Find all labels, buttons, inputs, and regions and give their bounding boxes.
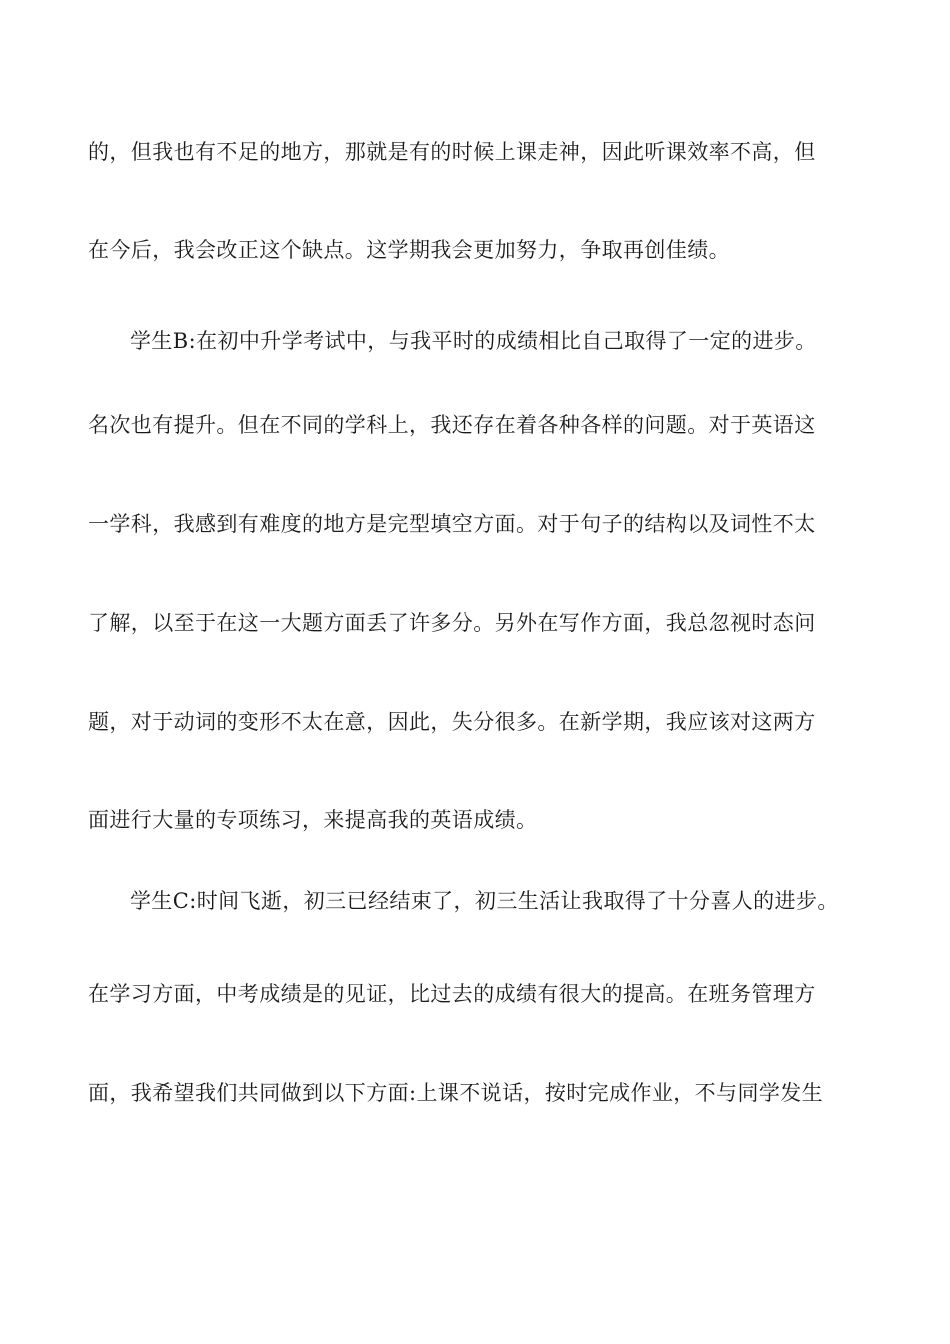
text-line: 题，对于动词的变形不太在意，因此，失分很多。在新学期，我应该对这两方 bbox=[88, 710, 816, 734]
text-line: 的，但我也有不足的地方，那就是有的时候上课走神，因此听课效率不高，但 bbox=[88, 140, 816, 164]
text-line: 面，我希望我们共同做到以下方面:上课不说话，按时完成作业，不与同学发生 bbox=[88, 1081, 824, 1105]
text-line: 了解，以至于在这一大题方面丢了许多分。另外在写作方面，我总忽视时态问 bbox=[88, 611, 816, 635]
paragraph-start-line: 学生B:在初中升学考试中，与我平时的成绩相比自己取得了一定的进步。 bbox=[130, 329, 817, 353]
text-line: 在今后，我会改正这个缺点。这学期我会更加努力，争取再创佳绩。 bbox=[88, 238, 730, 262]
text-line: 面进行大量的专项练习，来提高我的英语成绩。 bbox=[88, 808, 538, 832]
text-line: 在学习方面，中考成绩是的见证，比过去的成绩有很大的提高。在班务管理方 bbox=[88, 982, 816, 1006]
text-line: 一学科，我感到有难度的地方是完型填空方面。对于句子的结构以及词性不太 bbox=[88, 512, 816, 536]
text-line: 名次也有提升。但在不同的学科上，我还存在着各种各样的问题。对于英语这 bbox=[88, 413, 816, 437]
paragraph-start-line: 学生C:时间飞逝，初三已经结束了，初三生活让我取得了十分喜人的进步。 bbox=[130, 889, 839, 913]
